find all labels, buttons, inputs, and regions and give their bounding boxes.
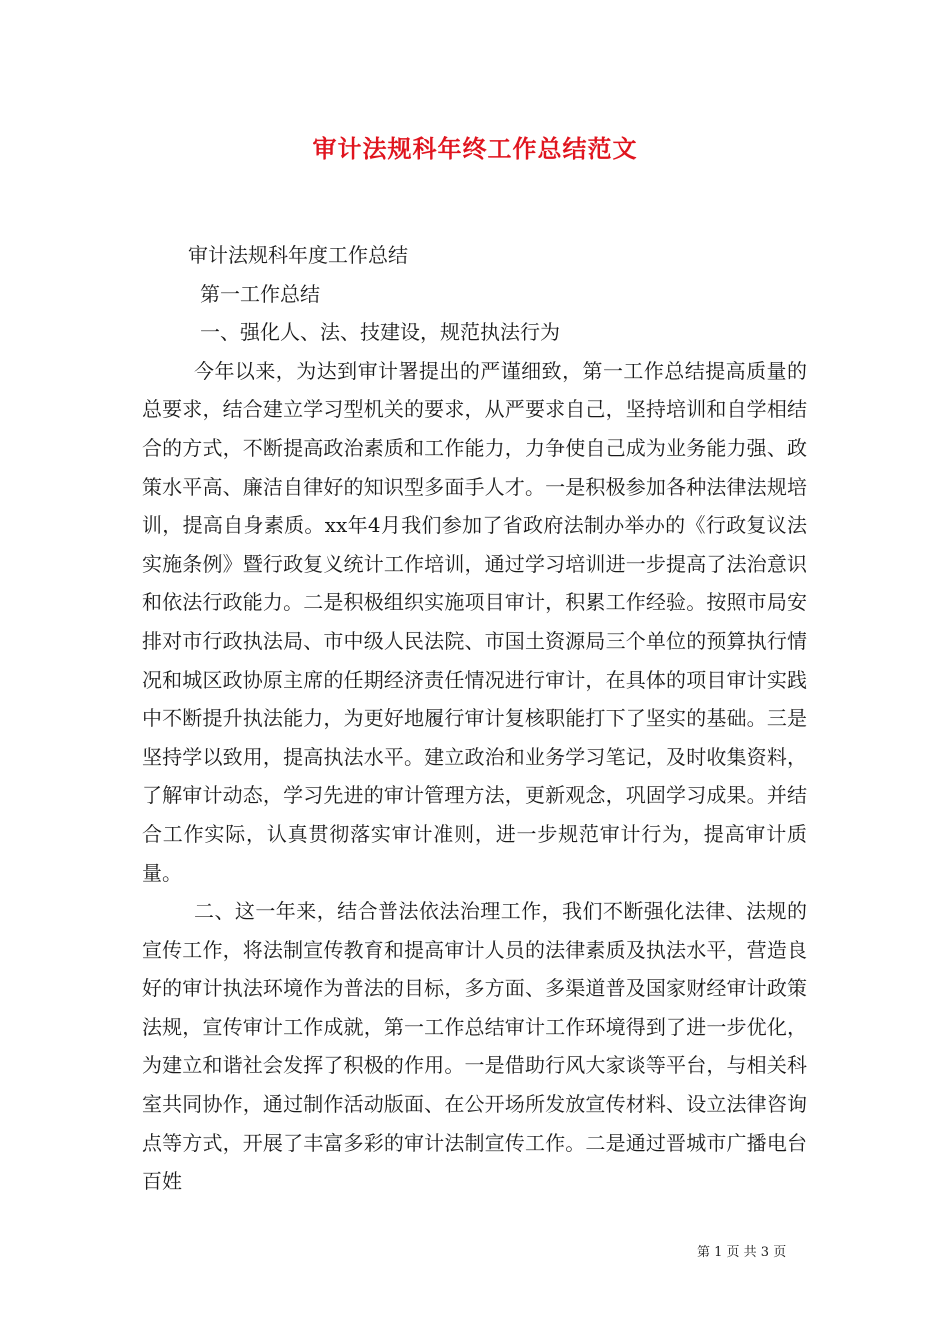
paragraph-two: 二、这一年来，结合普法依法治理工作，我们不断强化法律、法规的宣传工作，将法制宣传教育和提高审计人员的法律素质及执法水平，营造良好的审计执法环境作为普法的目标，多方面、多渠道普及国家财经审计政策法规，宣传审计工作成就，第一工作总结审计工作环境得到了进一步优化，为建立和谐社会发挥了积极的作用。一是借助行风大家谈等平台，与相关科室共同协作，通过制作活动版面、在公开场所发放宣传材料、设立法律咨询点等方式，开展了丰富多彩的审计法制宣传工作。二是通过晋城市广播电台百姓 — [142, 899, 807, 1194]
heading-one: 一、强化人、法、技建设，规范执法行为 — [200, 320, 560, 345]
page-number: 第 1 页 共 3 页 — [697, 1245, 787, 1260]
document-body — [142, 236, 807, 1201]
paragraph-one: 今年以来，为达到审计署提出的严谨细致，第一工作总结提高质量的总要求，结合建立学习型机关的要求，从严要求自己，坚持培训和自学相结合的方式，不断提高政治素质和工作能力，力争使自己成为业务能力强、政策水平高、廉洁自律好的知识型多面手人才。一是积极参加各种法律法规培训，提高自身素质。xx年4月我们参加了省政府法制办举办的《行政复议法实施条例》暨行政复义统计工作培训，通过学习培训进一步提高了法治意识和依法行政能力。二是积极组织实施项目审计，积累工作经验。按照市局安排对市行政执法局、市中级人民法院、市国土资源局三个单位的预算执行情况和城区政协原主席的任期经济责任情况进行审计，在具体的项目审计实践中不断提升执法能力，为更好地履行审计复核职能打下了坚实的基础。三是坚持学以致用，提高执法水平。建立政治和业务学习笔记，及时收集资料，了解审计动态，学习先进的审计管理方法，更新观念，巩固学习成果。并结合工作实际，认真贯彻落实审计准则，进一步规范审计行为，提高审计质量。 — [142, 358, 807, 885]
section-heading: 第一工作总结 — [200, 281, 320, 306]
page-title: 审计法规科年终工作总结范文 — [312, 134, 638, 163]
document-subtitle: 审计法规科年度工作总结 — [188, 243, 408, 267]
